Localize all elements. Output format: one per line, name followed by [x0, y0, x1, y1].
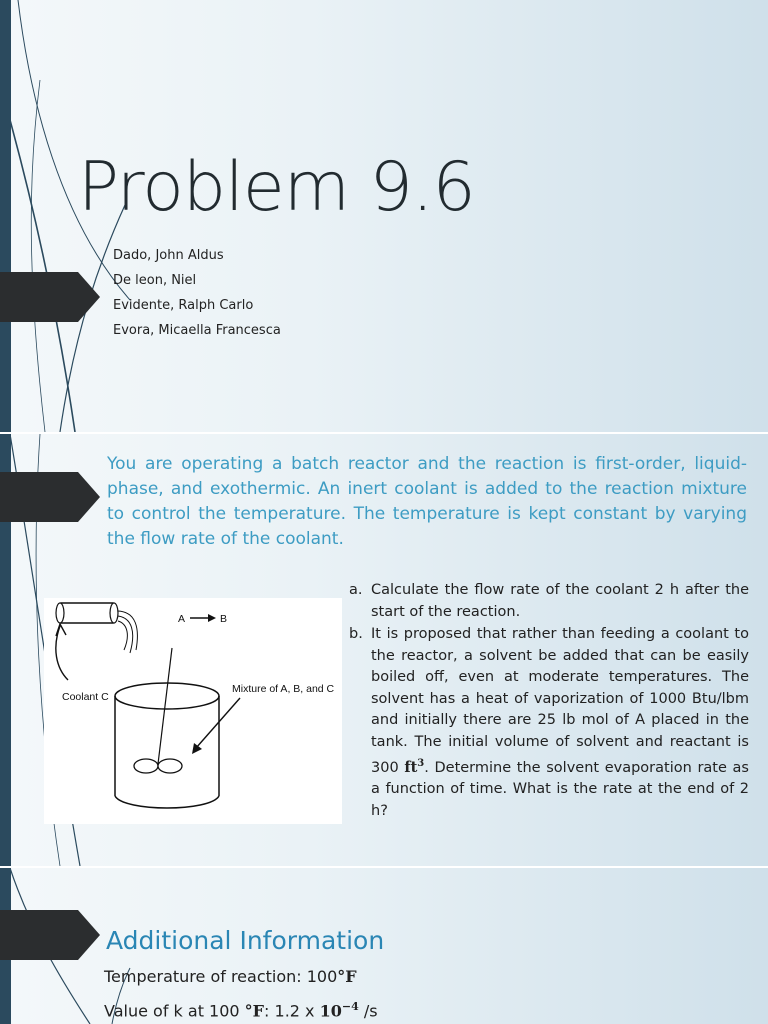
section-heading: Additional Information [106, 926, 385, 955]
problem-slide [0, 434, 768, 866]
reaction-reactant: A [178, 613, 186, 625]
coolant-pipe [58, 603, 116, 623]
author-name: Dado, John Aldus [113, 248, 224, 263]
impeller [134, 759, 158, 773]
author-list [113, 246, 281, 346]
list-item [349, 624, 749, 822]
author-name: De leon, Niel [113, 273, 197, 288]
task-marker: a. [349, 582, 363, 598]
list-item: Value of k at 100 °F: 1.2 x $10^{-4}$ /s [104, 1000, 378, 1021]
volume-unit: ft [404, 758, 418, 776]
task-list [349, 580, 749, 823]
author-name: Evidente, Ralph Carlo [113, 298, 254, 313]
reactor-figure [44, 598, 342, 824]
author-name: Evora, Micaella Francesca [113, 323, 281, 338]
task-text: It is proposed that rather than feeding a coolant to the reactor, a solvent be added that can be easily boiled off, even at moderate temperatures. The solvent has a heat of vaporization of 1000 Btu/lbm and initially there are 25 lb mol of A placed in the tank. The initial volume of solvent and reactant is 300 $ft^3$. Determine the solvent evaporation rate as a function of time. What is the rate at the end of 2 h? [371, 626, 749, 819]
list-item [349, 580, 749, 623]
title-slide [0, 0, 768, 432]
mixture-label: Mixture of A, B, and C [232, 683, 335, 695]
slide-divider [0, 432, 768, 433]
page-title: Problem 9.6 [78, 148, 475, 227]
slide-divider [0, 866, 768, 867]
additional-info-slide [0, 868, 768, 1024]
task-text: Calculate the flow rate of the coolant 2 h after the start of the reaction. [371, 582, 749, 620]
problem-statement: You are operating a batch reactor and the reaction is first-order, liquid-phase, and exothermic. An inert coolant is added to the reaction mixture to control the temperature. The temperature is kept constant by varying the flow rate of the coolant. [107, 454, 747, 549]
list-item: Temperature of reaction: 100°F [104, 967, 357, 986]
coolant-label: Coolant C [62, 691, 109, 703]
reaction-product: B [220, 613, 228, 625]
info-list [104, 965, 378, 1024]
task-marker: b. [349, 626, 363, 642]
